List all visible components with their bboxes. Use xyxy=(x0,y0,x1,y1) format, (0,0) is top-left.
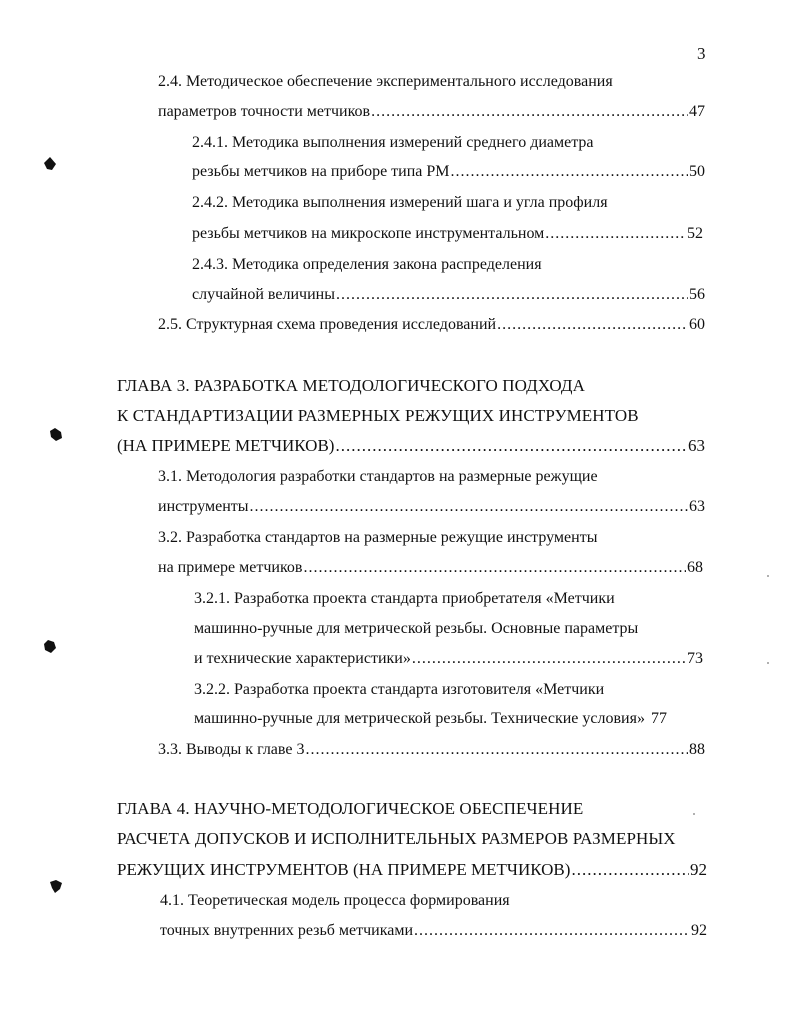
toc-entry-2-4-3-title-cont: случайной величины xyxy=(192,286,335,303)
toc-entry-3-3-title: 3.3. Выводы к главе 3 xyxy=(158,741,305,758)
leader-dots xyxy=(545,224,686,244)
toc-entry-2-4-1-page: 50 xyxy=(689,163,705,180)
leader-dots xyxy=(451,162,688,182)
toc-entry-3-3-page: 88 xyxy=(689,741,705,758)
toc-entry-3-3 xyxy=(158,740,705,760)
toc-entry-3-2-2-title: 3.2.2. Разработка проекта стандарта изготовителя «Метчики xyxy=(194,681,605,698)
toc-entry-2-4-title-cont: параметров точности метчиков xyxy=(158,103,371,120)
leader-dots xyxy=(305,740,688,760)
toc-entry-3-2-2-page: 77 xyxy=(650,710,667,727)
toc-entry-4-1-page: 92 xyxy=(691,922,707,939)
toc-entry-2-4-1 xyxy=(192,162,705,182)
toc-entry-2-5-title: 2.5. Структурная схема проведения исследований xyxy=(158,316,497,333)
leader-dots xyxy=(250,497,688,517)
toc-entry-2-4-page: 47 xyxy=(689,103,705,120)
chapter-4-page: 92 xyxy=(690,860,707,879)
toc-entry-3-1 xyxy=(158,497,705,517)
toc-entry-3-1-page: 63 xyxy=(689,498,705,515)
toc-entry-2-4-1-title-cont: резьбы метчиков на приборе типа РМ xyxy=(192,163,450,180)
toc-entry-2-4-title: 2.4. Методическое обеспечение экспериментального исследования xyxy=(158,73,613,90)
chapter-3-title-line2: К СТАНДАРТИЗАЦИИ РАЗМЕРНЫХ РЕЖУЩИХ ИНСТРУМЕНТОВ xyxy=(117,406,639,425)
toc-entry-3-1-title-cont: инструменты xyxy=(158,498,249,515)
leader-dots xyxy=(571,860,689,880)
toc-entry-2-5-page: 60 xyxy=(689,316,705,333)
toc-entry-3-2-page: 68 xyxy=(687,559,703,576)
chapter-3-title-line1: ГЛАВА 3. РАЗРАБОТКА МЕТОДОЛОГИЧЕСКОГО ПОДХОДА xyxy=(117,376,585,395)
chapter-3-entry xyxy=(117,436,705,456)
chapter-4-entry xyxy=(117,860,707,880)
toc-entry-4-1 xyxy=(160,921,707,941)
toc-entry-2-4-2-page: 52 xyxy=(687,225,703,242)
toc-entry-2-5 xyxy=(158,315,705,335)
toc-entry-2-4-1-title: 2.4.1. Методика выполнения измерений среднего диаметра xyxy=(192,134,594,151)
leader-dots xyxy=(336,285,688,305)
toc-entry-2-4 xyxy=(158,102,705,122)
toc-entry-2-4-3-title: 2.4.3. Методика определения закона распределения xyxy=(192,256,542,273)
toc-entry-3-2-1-title-line3: и технические характеристики» xyxy=(194,650,411,667)
punch-hole-mark xyxy=(44,157,56,170)
chapter-4-title-line1: ГЛАВА 4. НАУЧНО-МЕТОДОЛОГИЧЕСКОЕ ОБЕСПЕЧЕНИЕ xyxy=(117,799,584,818)
page-number: 3 xyxy=(697,44,706,63)
scan-speck xyxy=(693,813,695,815)
toc-entry-2-4-2-title-cont: резьбы метчиков на микроскопе инструментальном xyxy=(192,225,545,242)
scan-speck xyxy=(767,575,769,577)
toc-entry-2-4-3 xyxy=(192,285,705,305)
toc-entry-3-2-title-cont: на примере метчиков xyxy=(158,559,303,576)
chapter-4-title-line3: РЕЖУЩИХ ИНСТРУМЕНТОВ (НА ПРИМЕРЕ МЕТЧИКОВ) xyxy=(117,860,571,879)
toc-entry-4-1-title: 4.1. Теоретическая модель процесса формирования xyxy=(160,892,510,909)
toc-entry-3-2 xyxy=(158,558,703,578)
toc-entry-3-2-1-title-line2: машинно-ручные для метрической резьбы. Основные параметры xyxy=(194,620,639,637)
leader-dots xyxy=(371,102,688,122)
toc-entry-4-1-title-cont: точных внутренних резьб метчиками xyxy=(160,922,414,939)
toc-entry-2-4-2 xyxy=(192,224,703,244)
toc-entry-3-2-2-title-cont: машинно-ручные для метрической резьбы. Технические условия» xyxy=(194,710,645,727)
toc-entry-3-2-1-page: 73 xyxy=(687,650,703,667)
leader-dots xyxy=(335,436,687,456)
toc-entry-2-4-2-title: 2.4.2. Методика выполнения измерений шага и угла профиля xyxy=(192,194,608,211)
punch-hole-mark xyxy=(50,880,62,893)
leader-dots xyxy=(303,558,686,578)
toc-entry-3-2-1 xyxy=(194,649,703,669)
punch-hole-mark xyxy=(44,640,56,653)
chapter-3-title-line3: (НА ПРИМЕРЕ МЕТЧИКОВ) xyxy=(117,436,335,455)
chapter-3-page: 63 xyxy=(688,436,705,455)
toc-entry-3-1-title: 3.1. Методология разработки стандартов на размерные режущие xyxy=(158,468,598,485)
chapter-4-title-line2: РАСЧЕТА ДОПУСКОВ И ИСПОЛНИТЕЛЬНЫХ РАЗМЕРОВ РАЗМЕРНЫХ xyxy=(117,829,676,848)
leader-dots xyxy=(412,649,686,669)
toc-entry-2-4-3-page: 56 xyxy=(689,286,705,303)
leader-dots xyxy=(497,315,688,335)
leader-dots xyxy=(414,921,690,941)
toc-entry-3-2-title: 3.2. Разработка стандартов на размерные режущие инструменты xyxy=(158,529,598,546)
toc-entry-3-2-2 xyxy=(194,709,707,729)
scan-speck xyxy=(767,662,769,664)
punch-hole-mark xyxy=(50,428,62,441)
toc-entry-3-2-1-title: 3.2.1. Разработка проекта стандарта приобретателя «Метчики xyxy=(194,590,615,607)
